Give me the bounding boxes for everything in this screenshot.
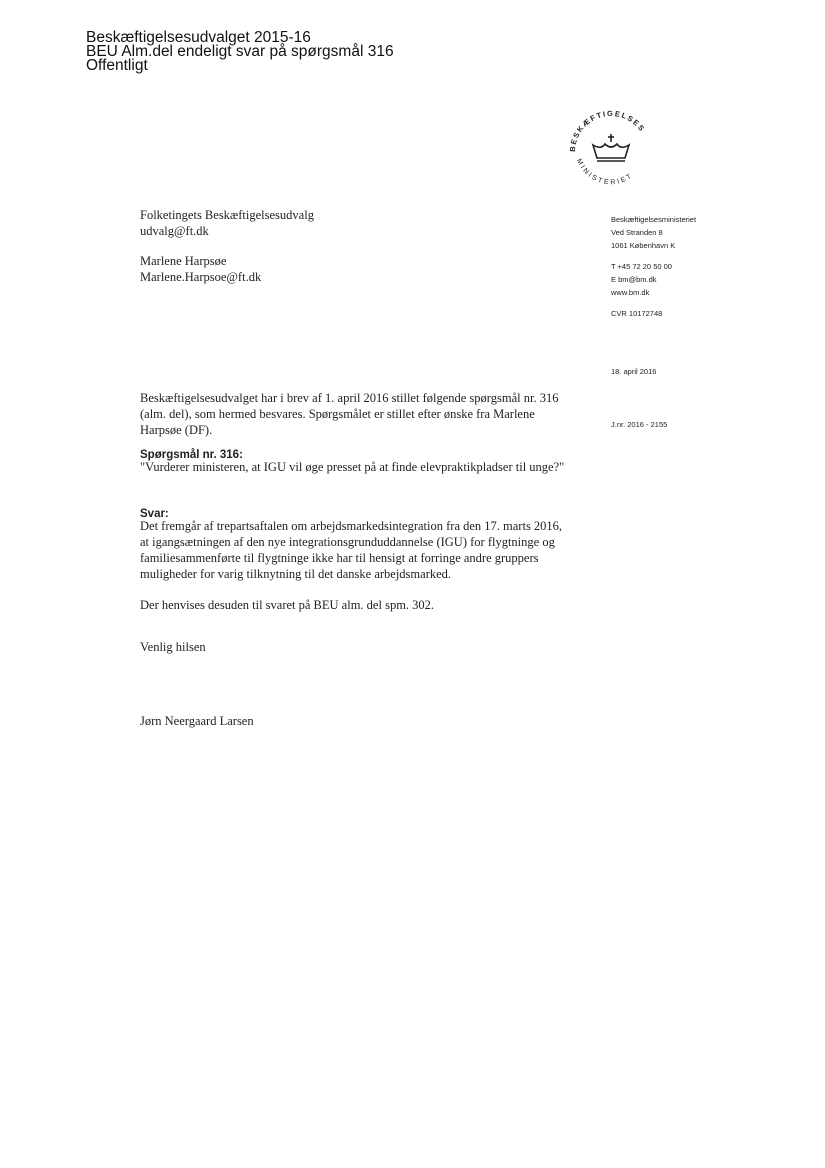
answer-heading: Svar: (140, 508, 169, 520)
recipient-person-email: Marlene.Harpsoe@ft.dk (140, 270, 262, 284)
signature: Jørn Neergaard Larsen (140, 714, 254, 728)
recipient-person: Marlene Harpsøe (140, 254, 227, 268)
sender-phone: T +45 72 20 50 00 (611, 262, 672, 271)
sender-email: E bm@bm.dk (611, 275, 657, 284)
sender-city: 1061 København K (611, 241, 676, 250)
sender-cvr: CVR 10172748 (611, 309, 663, 318)
sender-street: Ved Stranden 8 (611, 228, 663, 237)
letter-intro: Beskæftigelsesudvalget har i brev af 1. april 2016 stillet følgende spørgsmål nr. 316 (alm. del), som hermed besvares. Spørgsmålet er stillet efter ønske fra Marlene Harpsøe (DF). (140, 391, 559, 437)
sender-ministry: Beskæftigelsesministeriet (611, 215, 697, 224)
ministry-crown-logo (563, 104, 659, 192)
closing-greeting: Venlig hilsen (140, 640, 206, 654)
sender-block (611, 213, 696, 320)
logo-bottom-text: MINISTERIET (574, 157, 635, 187)
stamp-reference: BEU Alm.del endeligt svar på spørgsmål 316 (86, 43, 394, 60)
recipient-committee: Folketingets Beskæftigelsesudvalg (140, 208, 314, 222)
answer-text: Det fremgår af trepartsaftalen om arbejdsmarkedsintegration fra den 17. marts 2016, at igangsætningen af den nye integrationsgrunduddannelse (IGU) for flygtninge og familiesammenførte til flygtninge ikke har til hensigt at forringe andre gruppers muligheder for varig tilknytning til det danske arbejdsmarked. (140, 519, 563, 581)
letter-date: 18. april 2016 (611, 367, 657, 376)
stamp-status: Offentligt (86, 57, 148, 74)
journal-number: J.nr. 2016 - 2155 (611, 420, 668, 429)
sender-web: www.bm.dk (611, 288, 650, 297)
document-stamp (86, 31, 394, 73)
svg-text:MINISTERIET (575, 158, 635, 186)
crown-icon (593, 134, 629, 161)
logo-top-text: BESKÆFTIGELSES (567, 108, 648, 153)
reference-text: Der henvises desuden til svaret på BEU alm. del spm. 302. (140, 598, 435, 612)
recipient-committee-email: udvalg@ft.dk (140, 224, 209, 238)
question-heading: Spørgsmål nr. 316: (140, 449, 243, 461)
stamp-committee: Beskæftigelsesudvalget 2015-16 (86, 29, 311, 46)
question-text: "Vurderer ministeren, at IGU vil øge presset på at finde elevpraktikpladser til unge?" (140, 460, 565, 474)
recipient-block (140, 207, 314, 285)
